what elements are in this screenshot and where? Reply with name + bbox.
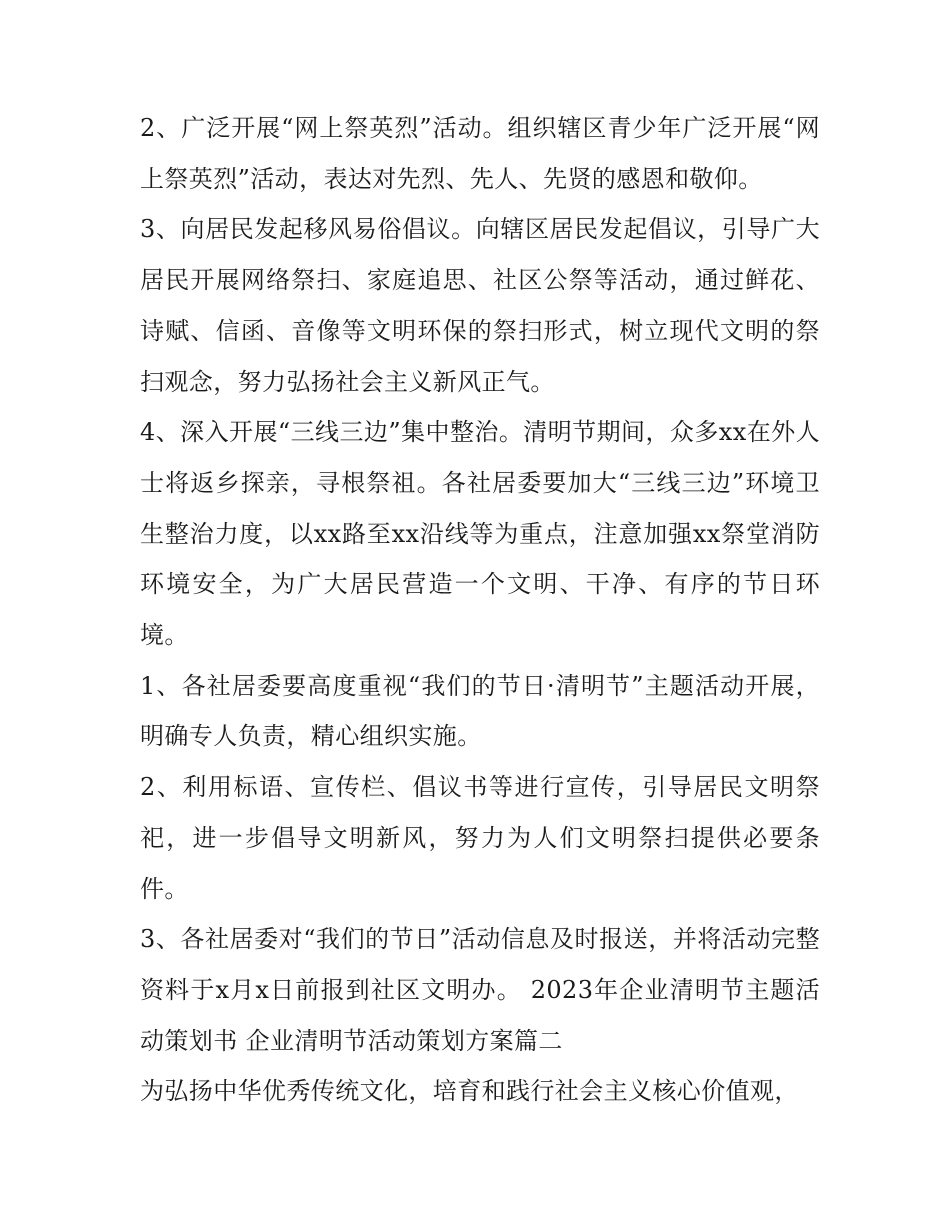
document-body bbox=[140, 103, 820, 1117]
paragraph-plan-two-intro: 为弘扬中华优秀传统文化，培育和践行社会主义核心价值观， bbox=[140, 1077, 799, 1106]
paragraph-requirement-2: 2、利用标语、宣传栏、倡议书等进行宣传，引导居民文明祭祀，进一步倡导文明新风，努力为人们文明祭扫提供必要条件。 bbox=[140, 773, 820, 903]
paragraph-requirement-3: 3、各社居委对“我们的节日”活动信息及时报送，并将活动完整资料于x月x日前报到社区文明办。 2023年企业清明节主题活动策划书 企业清明节活动策划方案篇二 bbox=[140, 925, 820, 1055]
paragraph-requirement-1: 1、各社居委要高度重视“我们的节日·清明节”主题活动开展，明确专人负责，精心组织实施。 bbox=[140, 671, 820, 751]
paragraph-online-memorial: 2、广泛开展“网上祭英烈”活动。组织辖区青少年广泛开展“网上祭英烈”活动，表达对先烈、先人、先贤的感恩和敬仰。 bbox=[140, 114, 820, 193]
paragraph-custom-reform-initiative: 3、向居民发起移风易俗倡议。向辖区居民发起倡议，引导广大居民开展网络祭扫、家庭追思、社区公祭等活动，通过鲜花、诗赋、信函、音像等文明环保的祭扫形式，树立现代文明的祭扫观念，努力弘扬社会主义新风正气。 bbox=[140, 215, 820, 396]
paragraph-environment-rectification: 4、深入开展“三线三边”集中整治。清明节期间，众多xx在外人士将返乡探亲，寻根祭祖。各社居委要加大“三线三边”环境卫生整治力度，以xx路至xx沿线等为重点，注意加强xx祭堂消防环境安全，为广大居民营造一个文明、干净、有序的节日环境。 bbox=[140, 418, 820, 650]
